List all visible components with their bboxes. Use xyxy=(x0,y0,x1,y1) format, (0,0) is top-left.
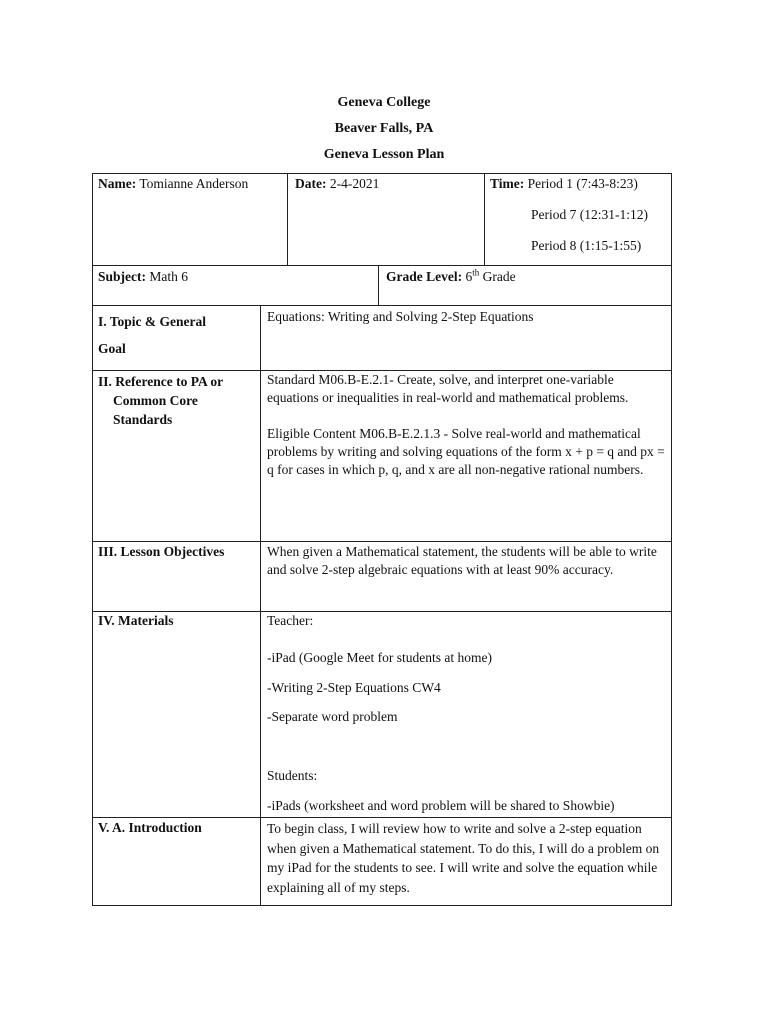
student-item: -iPads (worksheet and word problem will be shared to Showbie) xyxy=(267,797,615,813)
date-value: 2-4-2021 xyxy=(329,176,380,191)
date-cell xyxy=(295,176,379,192)
time-cell xyxy=(490,176,638,192)
divider xyxy=(92,541,672,542)
institution-location: Beaver Falls, PA xyxy=(334,121,434,136)
spacer xyxy=(267,732,667,762)
subject-label: Subject: xyxy=(98,269,146,284)
grade-label: Grade Level: xyxy=(386,269,463,284)
divider xyxy=(287,173,288,266)
subject-cell xyxy=(98,269,188,285)
standards-label xyxy=(98,372,223,429)
teacher-item: -iPad (Google Meet for students at home) xyxy=(267,650,492,665)
grade-cell xyxy=(386,269,516,285)
divider xyxy=(260,305,261,906)
topic-content: Equations: Writing and Solving 2-Step Equations xyxy=(267,309,534,324)
period-7: Period 7 (12:31-1:12) xyxy=(531,207,648,222)
divider xyxy=(92,265,672,266)
standards-content xyxy=(267,371,667,479)
subject-value: Math 6 xyxy=(149,269,188,284)
materials-label: IV. Materials xyxy=(98,613,174,628)
institution-name: Geneva College xyxy=(337,95,431,110)
name-cell xyxy=(98,176,248,192)
topic-label-line2: Goal xyxy=(98,341,126,356)
teacher-item: -Separate word problem xyxy=(267,709,398,724)
date-label: Date: xyxy=(295,176,327,191)
teacher-heading: Teacher: xyxy=(267,613,314,628)
period-8: Period 8 (1:15-1:55) xyxy=(531,238,642,253)
standards-label-line3: Standards xyxy=(113,412,173,427)
teacher-item: -Writing 2-Step Equations CW4 xyxy=(267,679,441,695)
topic-label xyxy=(98,308,206,362)
divider xyxy=(92,611,672,612)
name-label: Name: xyxy=(98,176,137,191)
divider xyxy=(484,173,485,266)
standard-text: Standard M06.B-E.2.1- Create, solve, and interpret one-variable equations or inequalities in real-world and mathematical problems. xyxy=(267,372,629,405)
students-heading: Students: xyxy=(267,768,318,783)
materials-content xyxy=(267,613,667,820)
standards-label-line1: II. Reference to PA or xyxy=(98,374,224,389)
grade-number: 6 xyxy=(465,269,473,284)
document-title: Geneva Lesson Plan xyxy=(323,147,445,162)
grade-suffix: th xyxy=(472,267,480,278)
grade-word: Grade xyxy=(482,269,516,284)
eligible-content-text: Eligible Content M06.B-E.2.1.3 - Solve real-world and mathematical problems by writing and solving equations of the form x + p = q and px = q for cases in which p, q, and x are all non-negative rational numbers. xyxy=(267,426,665,477)
document-header xyxy=(0,92,768,170)
topic-label-line1: I. Topic & General xyxy=(98,314,207,329)
objectives-content: When given a Mathematical statement, the students will be able to write and solve 2-step algebraic equations with at least 90% accuracy. xyxy=(267,544,657,577)
introduction-label: V. A. Introduction xyxy=(98,820,202,835)
name-value: Tomianne Anderson xyxy=(139,176,249,191)
standards-label-line2: Common Core xyxy=(113,393,198,408)
objectives-label: III. Lesson Objectives xyxy=(98,544,225,559)
time-label: Time: xyxy=(490,176,525,191)
period-1: Period 1 (7:43-8:23) xyxy=(527,176,638,191)
divider xyxy=(378,265,379,306)
introduction-content: To begin class, I will review how to write and solve a 2-step equation when given a Mathematical statement. To do this, I will do a problem on my iPad for the students to see. I will write and solve the equation while explaining all of my steps. xyxy=(267,821,660,895)
